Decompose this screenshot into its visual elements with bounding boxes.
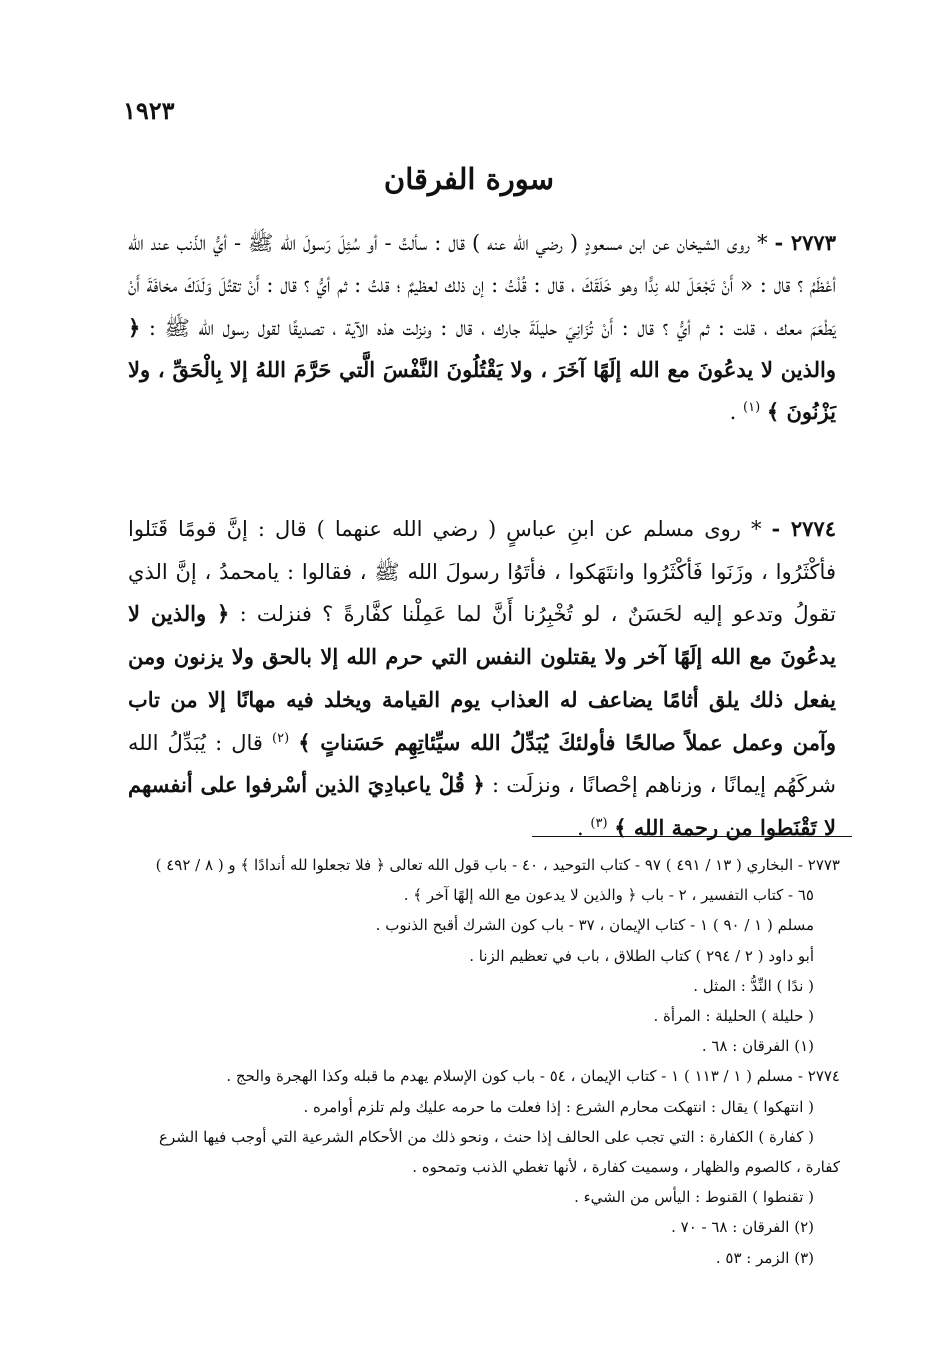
footnote-ref-3: (٣) — [590, 815, 608, 831]
page-number: ١٩٢٣ — [123, 96, 175, 125]
footnote-line: ( حليلة ) الحليلة : المرأة . — [653, 1007, 814, 1026]
hadith-2773-quran-verse: ﴿ والذين لا يدعُونَ مع الله إلَهًا آخَرَ ، ولا يَقْتُلُونَ النَّفْسَ الَّتي حَرَّمَ اللهُ إلا بِالْحَقِّ ، ولا يَزْنُونَ ﴾ — [128, 314, 836, 425]
footnote-divider — [532, 836, 852, 837]
footnote-ref-2: (٢) — [272, 730, 290, 746]
footnote-line: مسلم ( ١ / ٩٠ ) ١ - كتاب الإيمان ، ٣٧ - باب كون الشرك أقبح الذنوب . — [375, 916, 814, 935]
hadith-2774-text: * روى مسلم عن ابنِ عباسٍ ( رضي الله عنهما ) قال : إنَّ قومًا قَتَلوا فأكْثَرُوا ، وزَنَوا فَأكْثَرُوا وانتَهَكوا ، فأتَوُا رسولَ الله ﷺ ، فقالوا : يامحمدُ ، إنَّ الذي تقولُ وتدعو إليه لحَسَنٌ ، لو تُخْبِرُنا أَنَّ لما عَمِلْنا كفَّارةً ؟ فنزلت : — [128, 517, 836, 627]
footnote-line: (١) الفرقان : ٦٨ . — [701, 1037, 814, 1056]
footnote-line: ( انتهكوا ) يقال : انتهكت محارم الشرع : إذا فعلت ما حرمه عليك ولم تلزم أوامره . — [303, 1097, 814, 1116]
footnote-ref-1: (١) — [743, 400, 761, 416]
footnotes-2774 — [128, 1061, 840, 1272]
hadith-2774-end: . — [577, 815, 584, 840]
hadith-2773-end: . — [729, 400, 737, 425]
hadith-2774-quran-verse-2: ﴿ قُلْ ياعبادِيَ الذين أسْرفوا على أنفسهم لا تَقْنَطوا من رحمة الله ﴾ — [128, 772, 836, 840]
footnote-line: ( ندًا ) النِّدُّ : المثل . — [693, 976, 814, 995]
footnote-line: ( تقنطوا ) القنوط : اليأس من الشيء . — [574, 1188, 814, 1207]
hadith-2774-number: ٢٧٧٤ - — [771, 516, 836, 541]
footnote-line: ( كفارة ) الكفارة : التي تجب على الحالف إذا حنث ، ونحو ذلك من الأحكام الشرعية التي أوجب فيها الشرع — [159, 1127, 814, 1146]
footnotes-2773 — [128, 850, 840, 1061]
hadith-2774-paragraph — [128, 508, 836, 850]
footnote-line: ٢٧٧٣ - البخاري ( ١٣ / ٤٩١ ) ٩٧ - كتاب التوحيد ، ٤٠ - باب قول الله تعالى ﴿ فلا تجعلوا لله أندادًا ﴾ و ( ٨ / ٤٩٢ ) — [155, 856, 840, 874]
hadith-2773-paragraph — [128, 222, 836, 433]
hadith-2773-text: * روى الشيخان عن ابن مسعودٍ ( رضي الله عنه ) قال : سألتُ - أو سُئِلَ رَسولَ الله ﷺ - أيُّ الذّنب عند الله أعْظَمُ ؟ قال : « أَنْ تَجْعَلَ لله نِدًّا وهو خَلَقَكَ ، قال : قُلْتُ : إن ذلك لعظيمٌ ؛ قلتُ : ثم أيُّ ؟ قال : أَنْ تقتُلَ وَلَدَكَ مخافَةَ أَنْ يَطْعَمَ معك ، قلت : ثم أيُّ ؟ قال : أَنْ تُزَانِيَ حليلَةَ جارك ، قال : ونزلت هذه الآية ، تصديقًا لقول رسول الله ﷺ : — [128, 231, 836, 340]
surah-title: سورة الفرقان — [383, 162, 555, 196]
footnote-line: (٣) الزمر : ٥٣ . — [715, 1248, 814, 1267]
footnotes-section — [128, 850, 840, 1273]
footnote-line: أبو داود ( ٢ / ٢٩٤ ) كتاب الطلاق ، باب في تعظيم الزنا . — [469, 946, 814, 965]
hadith-2774-text-continued: قال : يُبَدِّلُ الله شركَهُم إيمانًا ، وزناهم إحْصانًا ، ونزلَت : — [128, 730, 836, 798]
footnote-line: كفارة ، كالصوم والظهار ، وسميت كفارة ، لأنها تغطي الذنب وتمحوه . — [412, 1158, 840, 1177]
hadith-2773-number: ٢٧٧٣ - — [774, 230, 836, 255]
footnote-line: (٢) الفرقان : ٦٨ - ٧٠ . — [671, 1218, 814, 1237]
footnote-line: ٦٥ - كتاب التفسير ، ٢ - باب ﴿ والذين لا يدعون مع الله إلهًا آخر ﴾ . — [403, 886, 814, 905]
footnote-line: ٢٧٧٤ - مسلم ( ١ / ١١٣ ) ١ - كتاب الإيمان ، ٥٤ - باب كون الإسلام يهدم ما قبله وكذا الهجرة والحج . — [226, 1067, 840, 1086]
hadith-2774-quran-verse: ﴿ والذين لا يدعُونَ مع الله إلَهًا آخر ولا يقتلون النفس التي حرم الله إلا بالحق ولا يزنون ومن يفعل ذلك يلق أثامًا يضاعف له العذاب يوم القيامة ويخلد فيه مهانًا إلا من تاب وآمن وعمل عملاً صالحًا فأولئكَ يُبَدِّلُ الله سيِّئاتِهِم حَسَناتٍ ﴾ — [128, 601, 837, 755]
